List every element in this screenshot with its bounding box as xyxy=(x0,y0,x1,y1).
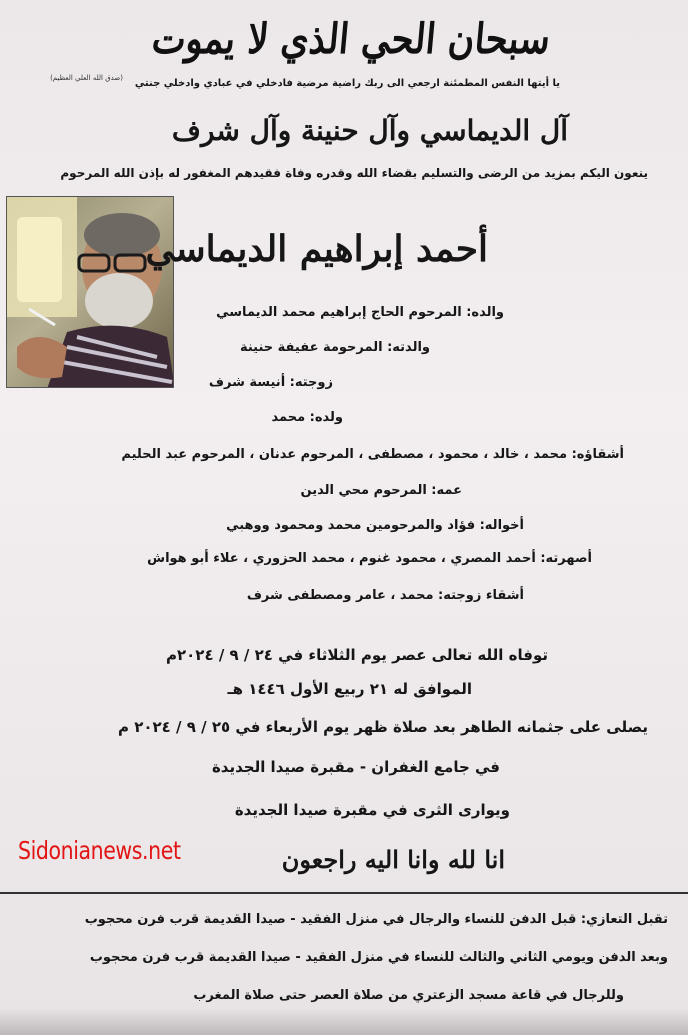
prayer-line: يصلى على جثمانه الطاهر بعد صلاة ظهر يوم الأربعاء في ٢٥ / ٩ / ٢٠٢٤ م xyxy=(117,718,648,736)
relative-line-wife-siblings: أشقاء زوجته: محمد ، عامر ومصطفى شرف xyxy=(246,588,524,603)
header-calligraphy: سبحان الحي الذي لا يموت xyxy=(149,14,553,64)
condolence-line-3: وللرجال في قاعة مسجد الزعتري من صلاة العصر حتى صلاة المغرب xyxy=(193,988,624,1003)
relative-line-wife: زوجته: أنيسة شرف xyxy=(208,375,333,390)
burial-line: ويوارى الثرى في مقبرة صيدا الجديدة xyxy=(234,801,510,819)
families-title: آل الديماسي وآل حنينة وآل شرف xyxy=(171,114,568,147)
mosque-line: في جامع الغفران - مقبرة صيدا الجديدة xyxy=(211,758,500,776)
portrait-image xyxy=(7,197,174,388)
relative-line-in-laws: أصهرته: أحمد المصري ، محمود غنوم ، محمد الحزوري ، علاء أبو هواش xyxy=(147,551,592,566)
condolence-line-2: وبعد الدفن ويومي الثاني والثالث للنساء في منزل الفقيد - صيدا القديمة قرب فرن محجوب xyxy=(89,950,668,965)
verse-reference: (صدق الله العلي العظيم) xyxy=(50,74,123,82)
relative-line-uncle: عمه: المرحوم محي الدين xyxy=(300,483,462,498)
relative-line-father: والده: المرحوم الحاج إبراهيم محمد الديماسي xyxy=(216,305,504,320)
intro-text: ينعون اليكم بمزيد من الرضى والتسليم بقضاء الله وقدره وفاة فقيدهم المغفور له بإذن الله المرحوم xyxy=(60,166,648,180)
hijri-date-line: الموافق له ٢١ ربيع الأول ١٤٤٦ هـ xyxy=(227,680,472,698)
deceased-name: أحمد إبراهيم الديماسي xyxy=(145,228,488,270)
footer-divider xyxy=(0,892,688,894)
relative-line-son: ولده: محمد xyxy=(271,410,343,425)
relative-line-maternal-uncles: أخواله: فؤاد والمرحومين محمد ومحمود ووهبي xyxy=(226,518,524,533)
relative-line-brothers: أشقاؤه: محمد ، خالد ، محمود ، مصطفى ، المرحوم عدنان ، المرحوم عبد الحليم xyxy=(121,447,624,462)
deceased-photo xyxy=(6,196,174,388)
quran-verse: يا أيتها النفس المطمئنة ارجعي الى ربك راضية مرضية فادخلي في عبادي وادخلي جنتي xyxy=(134,78,560,89)
watermark-sidonianews: Sidonianews.net xyxy=(18,836,181,865)
final-phrase: انا لله وانا اليه راجعون xyxy=(281,845,505,874)
relative-line-mother: والدته: المرحومة عفيفة حنينة xyxy=(239,340,430,355)
page-edge-shadow xyxy=(0,1008,688,1035)
condolence-line-1: تقبل التعازي: قبل الدفن للنساء والرجال في منزل الفقيد - صيدا القديمة قرب فرن محجوب xyxy=(84,912,668,927)
death-date-line: توفاه الله تعالى عصر يوم الثلاثاء في ٢٤ / ٩ / ٢٠٢٤م xyxy=(165,646,548,664)
